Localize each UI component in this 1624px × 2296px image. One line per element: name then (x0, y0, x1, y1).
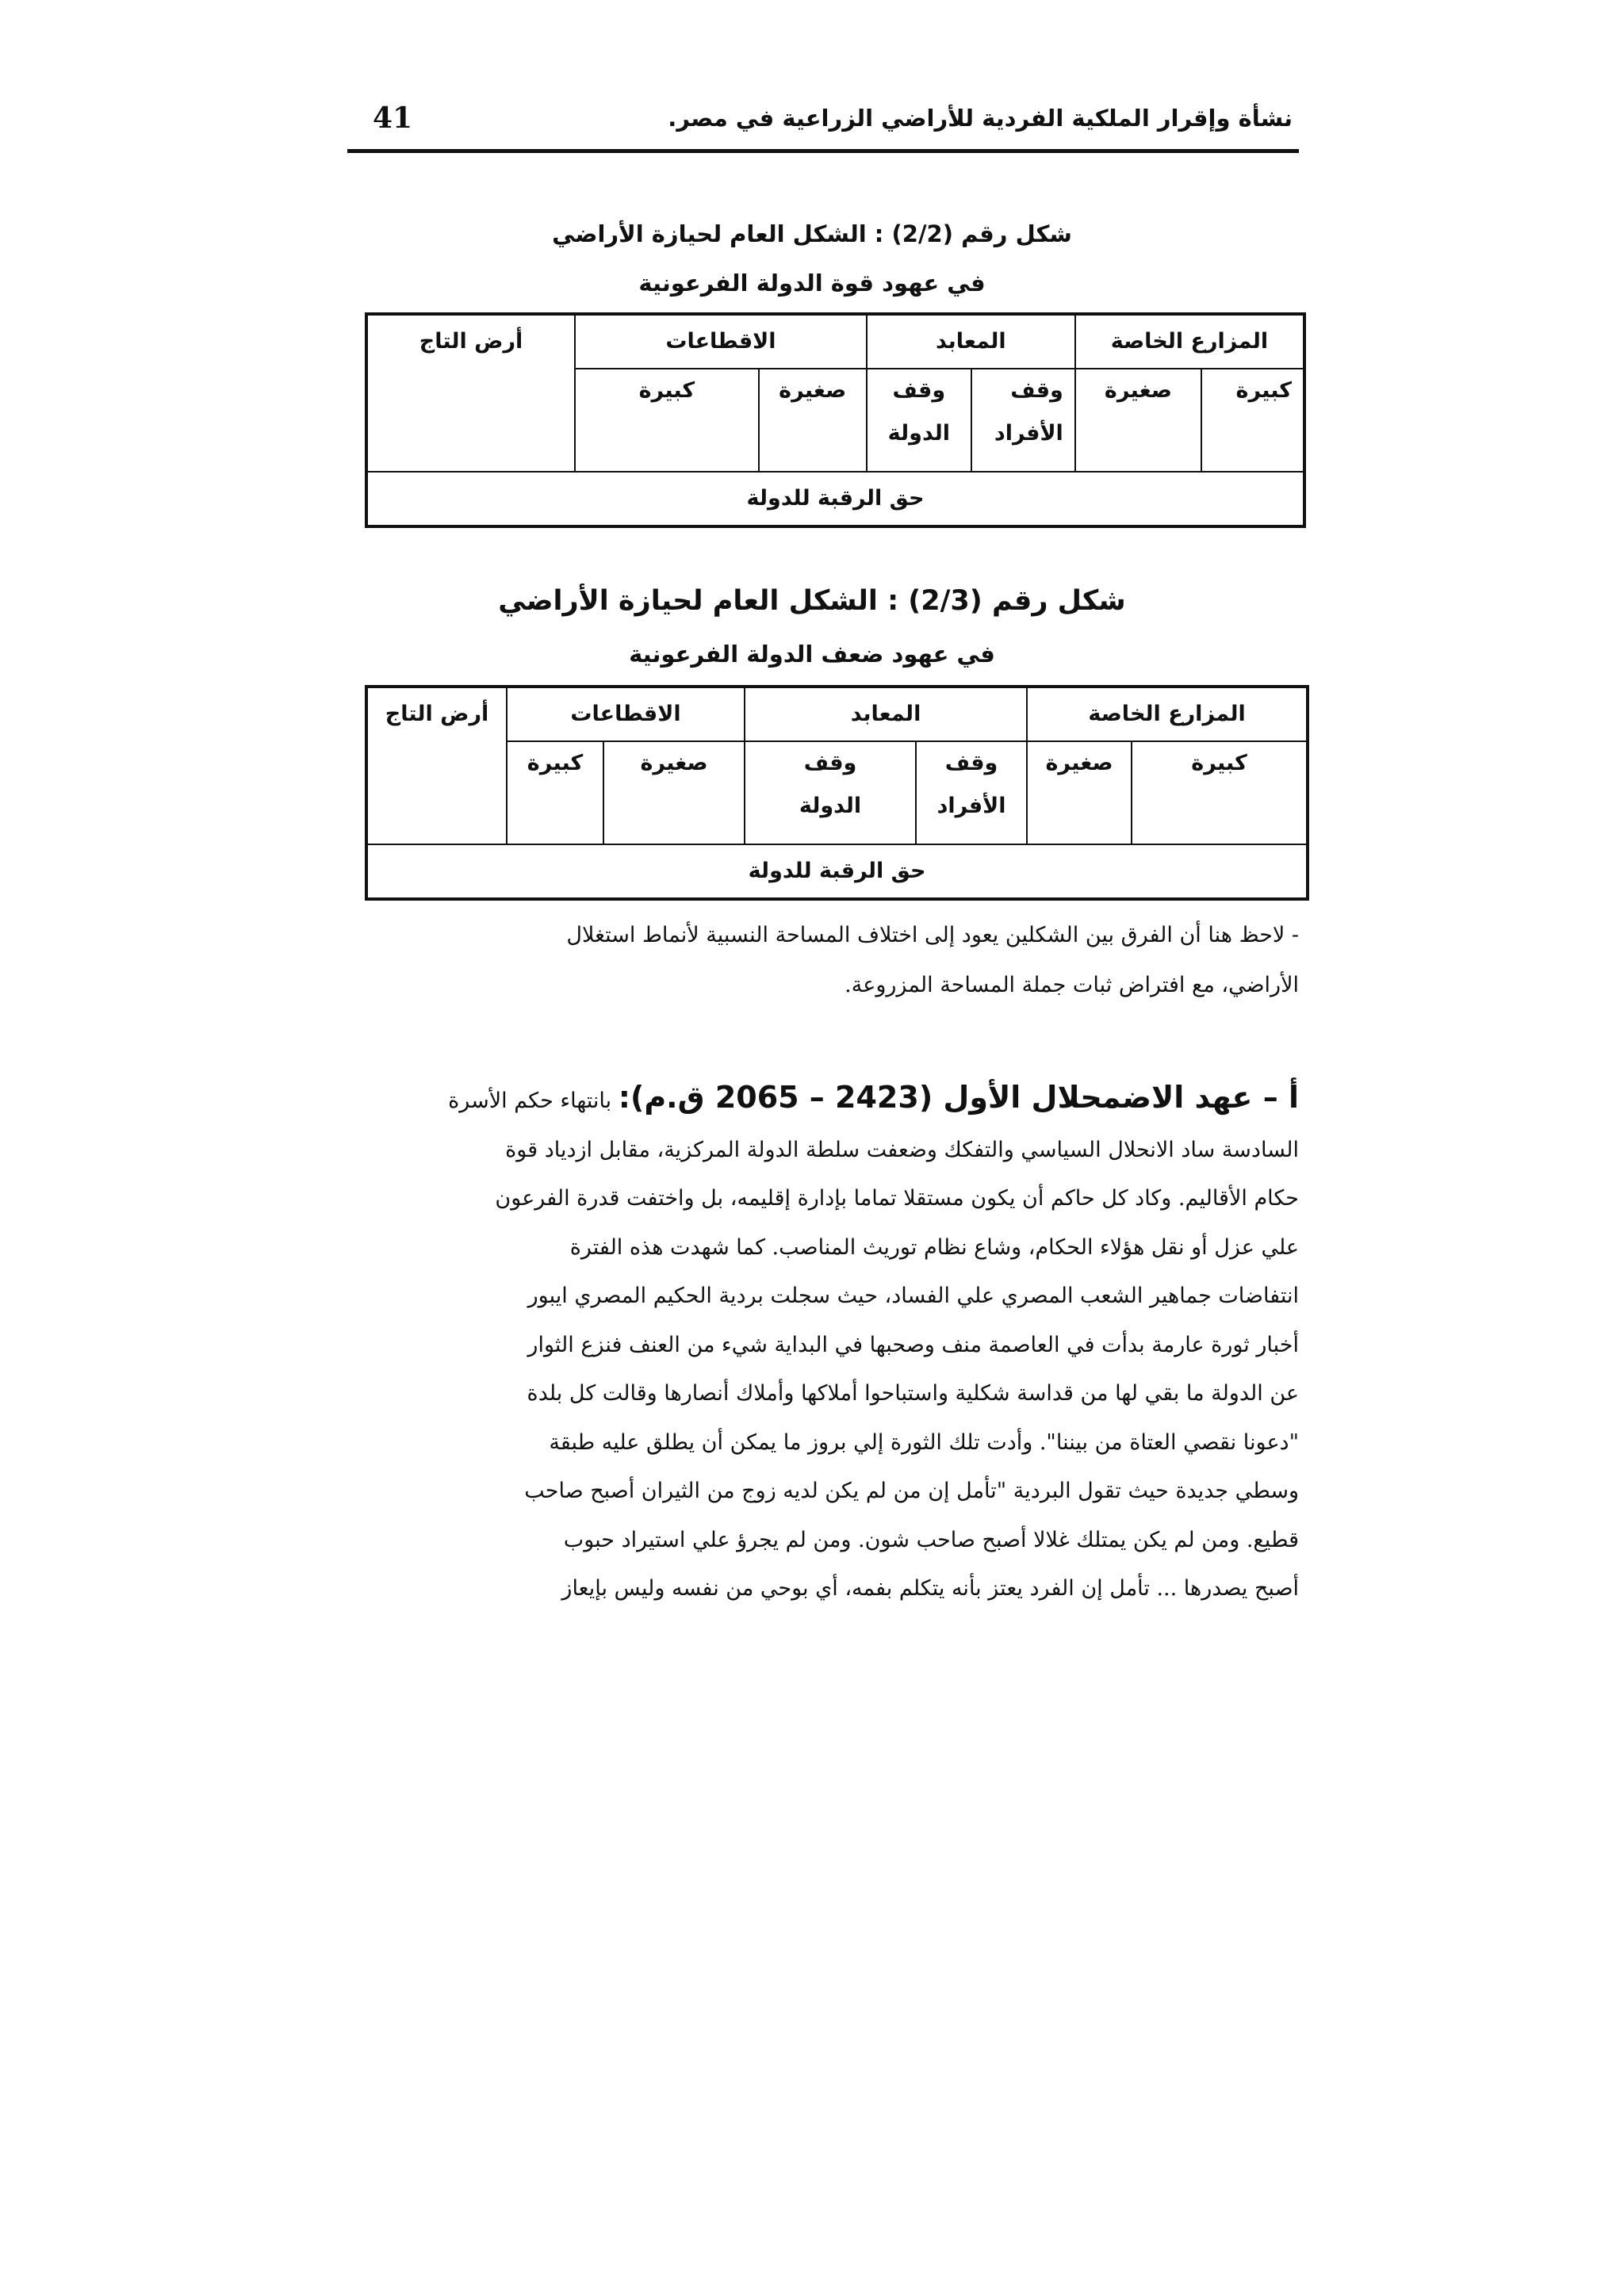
fig1-fiefs-large: كبيرة (575, 369, 759, 472)
page-number: 41 (373, 101, 413, 135)
section-heading: أ – عهد الاضمحلال الأول (2423 – 2065 ق.م): (618, 1080, 1299, 1115)
fig2-group-crown: أرض التاج (366, 687, 507, 844)
fig1-fiefs-small: صغيرة (759, 369, 867, 472)
fig1-temples-state: وقف الدولة (867, 369, 971, 472)
fig1-group-temples: المعابد (867, 314, 1075, 369)
paragraph-line: وسطي جديدة حيث تقول البردية "تأمل إن من لم يكن لديه زوج من الثيران أصبح صاحب (524, 1479, 1299, 1503)
fig1-group-fiefs: الاقطاعات (575, 314, 867, 369)
note-line: - لاحظ هنا أن الفرق بين الشكلين يعود إلى اختلاف المساحة النسبية لأنماط استغلال (566, 923, 1299, 947)
fig2-footer: حق الرقبة للدولة (366, 844, 1308, 899)
fig2-fiefs-small: صغيرة (603, 741, 745, 844)
paragraph-line: أصبح يصدرها ... تأمل إن الفرد يعتز بأنه يتكلم بفمه، أي بوحي من نفسه وليس بإيعاز (561, 1576, 1299, 1601)
paragraph-line: السادسة ساد الانحلال السياسي والتفكك وضعفت سلطة الدولة المركزية، مقابل ازدياد قوة (505, 1137, 1299, 1162)
fig2-temples-state: وقف الدولة (745, 741, 916, 844)
figure-note (347, 910, 1299, 1010)
fig1-footer: حق الرقبة للدولة (366, 472, 1304, 526)
fig1-group-private: المزارع الخاصة (1075, 314, 1304, 369)
figure2-table (365, 685, 1309, 901)
paragraph-line: علي عزل أو نقل هؤلاء الحكام، وشاع نظام توريث المناصب. كما شهدت هذه الفترة (569, 1234, 1299, 1260)
fig1-private-large: كبيرة (1201, 369, 1304, 472)
fig2-temples-indiv: وقف الأفراد (916, 741, 1027, 844)
section-intro: بانتهاء حكم الأسرة (448, 1089, 619, 1113)
paragraph-line: "دعونا نقصي العتاة من بيننا". وأدت تلك الثورة إلي بروز ما يمكن أن يطلق عليه طبقة (549, 1429, 1299, 1455)
fig2-private-large: كبيرة (1132, 741, 1308, 844)
section-first-line (347, 1073, 1299, 1126)
fig2-private-small: صغيرة (1027, 741, 1132, 844)
paragraph-line: قطيع. ومن لم يكن يمتلك غلالا أصبح صاحب شون. ومن لم يجرؤ علي استيراد حبوب (563, 1527, 1299, 1552)
fig2-group-private: المزارع الخاصة (1027, 687, 1308, 741)
figure1-caption: شكل رقم (2/2) : الشكل العام لحيازة الأراضي (552, 220, 1072, 247)
figure1-subcaption: في عهود قوة الدولة الفرعونية (638, 270, 986, 297)
fig1-temples-indiv: وقف الأفراد (971, 369, 1075, 472)
figure2-subcaption: في عهود ضعف الدولة الفرعونية (629, 641, 995, 668)
header-rule (347, 149, 1299, 153)
fig2-fiefs-large: كبيرة (507, 741, 603, 844)
figure1-table (365, 312, 1306, 528)
fig2-group-fiefs: الاقطاعات (507, 687, 745, 741)
fig1-private-small: صغيرة (1075, 369, 1201, 472)
note-line: الأراضي، مع افتراض ثبات جملة المساحة المزروعة. (845, 973, 1299, 997)
paragraph-line: انتفاضات جماهير الشعب المصري علي الفساد، حيث سجلت بردية الحكيم المصري ايبور (527, 1284, 1299, 1308)
paragraph-line: حكام الأقاليم. وكاد كل حاكم أن يكون مستقلا تماما بإدارة إقليمه، بل واختفت قدرة الفرعون (495, 1186, 1299, 1211)
paragraph-line: عن الدولة ما بقي لها من قداسة شكلية واستباحوا أملاكها وأملاك أنصارها وقالت كل بلدة (527, 1381, 1299, 1406)
section-paragraph (347, 1073, 1299, 1613)
fig2-group-temples: المعابد (745, 687, 1027, 741)
fig1-group-crown: أرض التاج (366, 314, 575, 472)
paragraph-line: أخبار ثورة عارمة بدأت في العاصمة منف وصحبها في البداية شيء من العنف فنزع الثوار (527, 1332, 1299, 1357)
figure2-caption: شكل رقم (2/3) : الشكل العام لحيازة الأراضي (498, 585, 1126, 617)
running-header-title: نشأة وإقرار الملكية الفردية للأراضي الزراعية في مصر. (668, 105, 1293, 132)
